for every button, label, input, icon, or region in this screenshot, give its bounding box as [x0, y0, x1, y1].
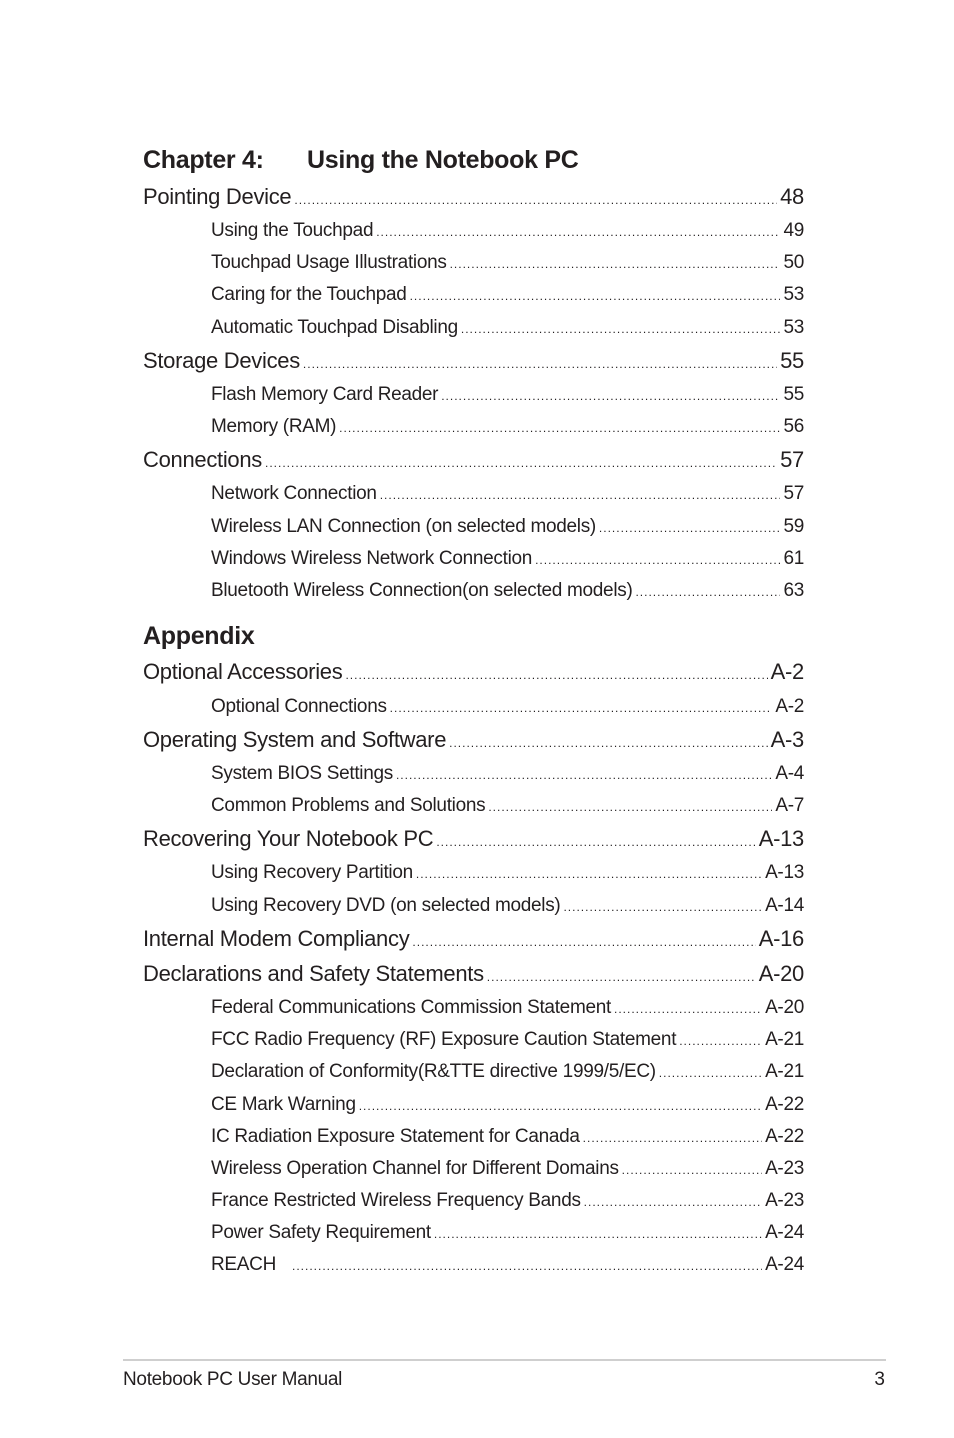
toc-entry-title: Connections: [143, 447, 262, 472]
dot-leader: [584, 1195, 762, 1209]
toc-entry-page: 61: [783, 548, 804, 569]
toc-entry-page: 55: [783, 384, 804, 405]
toc-entry-title: Declaration of Conformity(R&TTE directive 1999/5/EC): [211, 1061, 656, 1082]
footer-page-number: 3: [874, 1369, 885, 1390]
dot-leader: [599, 521, 781, 535]
dot-leader: [441, 389, 780, 403]
toc-entry-reach[interactable]: [211, 1254, 804, 1280]
toc-entry-using-touchpad[interactable]: [211, 220, 804, 246]
toc-entry-windows-wireless[interactable]: [211, 548, 804, 574]
dot-leader: [436, 835, 755, 849]
toc-entry-title: CE Mark Warning: [211, 1094, 356, 1115]
toc-entry-page: 57: [783, 483, 804, 504]
toc-entry-os-software[interactable]: [143, 727, 804, 757]
toc-entry-title: Wireless LAN Connection (on selected models): [211, 516, 596, 537]
toc-entry-page: 59: [783, 516, 804, 537]
toc-entry-title: REACH: [211, 1254, 277, 1275]
dot-leader: [376, 225, 780, 239]
toc-entry-title: Memory (RAM): [211, 416, 337, 437]
toc-entry-title: France Restricted Wireless Frequency Bands: [211, 1190, 581, 1211]
dot-leader: [614, 1002, 762, 1016]
toc-entry-title: Network Connection: [211, 483, 377, 504]
toc-entry-title: System BIOS Settings: [211, 763, 393, 784]
toc-entry-title: Common Problems and Solutions: [211, 795, 486, 816]
dot-leader: [434, 1227, 762, 1241]
chapter-title: Using the Notebook PC: [307, 146, 579, 174]
toc-entry-page: 49: [783, 220, 804, 241]
toc-entry-recovery-partition[interactable]: [211, 862, 804, 888]
dot-leader: [535, 553, 780, 567]
toc-entry-title: Optional Accessories: [143, 659, 343, 684]
toc-entry-title: Touchpad Usage Illustrations: [211, 252, 447, 273]
toc-entry-ic-radiation[interactable]: [211, 1126, 804, 1152]
dot-leader: [488, 800, 772, 814]
toc-entry-title: Caring for the Touchpad: [211, 284, 407, 305]
toc-entry-title: Storage Devices: [143, 348, 300, 373]
dot-leader: [359, 1099, 762, 1113]
toc-entry-title: FCC Radio Frequency (RF) Exposure Caution Statement: [211, 1029, 677, 1050]
toc-entry-page: 55: [780, 348, 804, 373]
toc-entry-page: A-20: [758, 961, 804, 986]
dot-leader: [583, 1131, 762, 1145]
toc-entry-page: A-20: [765, 997, 804, 1018]
dot-leader: [635, 585, 780, 599]
dot-leader: [292, 1259, 762, 1273]
toc-entry-page: A-24: [765, 1254, 804, 1275]
toc-entry-title: Federal Communications Commission Statement: [211, 997, 611, 1018]
toc-entry-wireless-channel[interactable]: [211, 1158, 804, 1184]
toc-entry-title: Declarations and Safety Statements: [143, 961, 484, 986]
toc-entry-power-safety[interactable]: [211, 1222, 804, 1248]
toc-entry-title: Using Recovery DVD (on selected models): [211, 895, 561, 916]
dot-leader: [416, 867, 762, 881]
toc-entry-wireless-lan[interactable]: [211, 516, 804, 542]
toc-entry-page: A-22: [765, 1094, 804, 1115]
toc-entry-common-problems[interactable]: [211, 795, 804, 821]
dot-leader: [410, 289, 781, 303]
toc-entry-page: A-13: [765, 862, 804, 883]
toc-entry-fcc-statement[interactable]: [211, 997, 804, 1023]
toc-entry-title: Operating System and Software: [143, 727, 447, 752]
toc-entry-title: Internal Modem Compliancy: [143, 926, 410, 951]
toc-entry-page: A-14: [765, 895, 804, 916]
toc-entry-connections[interactable]: [143, 447, 804, 477]
dot-leader: [390, 701, 773, 715]
footer-divider: [123, 1359, 886, 1361]
toc-entry-title: Bluetooth Wireless Connection(on selected models): [211, 580, 633, 601]
toc-entry-optional-accessories[interactable]: [143, 659, 804, 689]
dot-leader: [563, 900, 762, 914]
dot-leader: [303, 357, 777, 371]
toc-entry-page: A-13: [758, 826, 804, 851]
toc-entry-page: 48: [780, 184, 804, 209]
toc-entry-recovering-pc[interactable]: [143, 826, 804, 856]
toc-entry-page: A-4: [775, 763, 804, 784]
dot-leader: [449, 736, 768, 750]
toc-entry-page: A-16: [758, 926, 804, 951]
toc-entry-declaration-conformity[interactable]: [211, 1061, 804, 1087]
dot-leader: [396, 768, 772, 782]
dot-leader: [679, 1034, 762, 1048]
dot-leader: [487, 970, 756, 984]
chapter-heading: [143, 146, 578, 175]
dot-leader: [659, 1066, 762, 1080]
toc-entry-title: Windows Wireless Network Connection: [211, 548, 533, 569]
toc-entry-optional-connections[interactable]: [211, 696, 804, 722]
toc-entry-page: A-21: [765, 1061, 804, 1082]
toc-entry-title: Wireless Operation Channel for Different Domains: [211, 1158, 619, 1179]
toc-entry-page: A-23: [765, 1190, 804, 1211]
dot-leader: [450, 257, 781, 271]
toc-entry-pointing-device[interactable]: [143, 184, 804, 214]
appendix-heading: Appendix: [143, 622, 255, 650]
toc-entry-caring-touchpad[interactable]: [211, 284, 804, 310]
toc-entry-page: 56: [783, 416, 804, 437]
toc-entry-title: Automatic Touchpad Disabling: [211, 317, 458, 338]
toc-entry-page: 63: [783, 580, 804, 601]
toc-entry-storage-devices[interactable]: [143, 348, 804, 378]
toc-entry-title: Optional Connections: [211, 696, 387, 717]
dot-leader: [461, 322, 781, 336]
toc-entry-touchpad-illustrations[interactable]: [211, 252, 804, 278]
dot-leader: [622, 1163, 762, 1177]
toc-entry-page: A-21: [765, 1029, 804, 1050]
toc-entry-title: Pointing Device: [143, 184, 292, 209]
toc-entry-flash-card-reader[interactable]: [211, 384, 804, 410]
dot-leader: [380, 488, 781, 502]
toc-entry-fcc-rf-exposure[interactable]: [211, 1029, 804, 1055]
toc-entry-title: Using Recovery Partition: [211, 862, 413, 883]
dot-leader: [339, 421, 780, 435]
toc-entry-page: A-2: [770, 659, 804, 684]
toc-entry-france-restricted[interactable]: [211, 1190, 804, 1216]
toc-entry-bios-settings[interactable]: [211, 763, 804, 789]
toc-entry-page: A-7: [775, 795, 804, 816]
toc-entry-title: Using the Touchpad: [211, 220, 374, 241]
toc-entry-page: A-22: [765, 1126, 804, 1147]
footer-manual-title: Notebook PC User Manual: [123, 1369, 343, 1390]
toc-entry-page: A-3: [770, 727, 804, 752]
toc-entry-recovery-dvd[interactable]: [211, 895, 804, 921]
toc-entry-page: A-24: [765, 1222, 804, 1243]
toc-entry-declarations-safety[interactable]: [143, 961, 804, 991]
toc-entry-memory-ram[interactable]: [211, 416, 804, 442]
dot-leader: [412, 935, 755, 949]
toc-entry-page: 53: [783, 317, 804, 338]
toc-entry-title: Recovering Your Notebook PC: [143, 826, 434, 851]
dot-leader: [345, 668, 767, 682]
toc-entry-ce-mark[interactable]: [211, 1094, 804, 1120]
dot-leader: [294, 193, 777, 207]
toc-entry-bluetooth[interactable]: [211, 580, 804, 606]
toc-entry-modem-compliancy[interactable]: [143, 926, 804, 956]
toc-entry-title: IC Radiation Exposure Statement for Canada: [211, 1126, 580, 1147]
dot-leader: [265, 456, 777, 470]
toc-entry-title: Flash Memory Card Reader: [211, 384, 439, 405]
toc-entry-page: 57: [780, 447, 804, 472]
toc-entry-network-connection[interactable]: [211, 483, 804, 509]
toc-entry-page: A-2: [775, 696, 804, 717]
toc-entry-page: 53: [783, 284, 804, 305]
toc-entry-title: Power Safety Requirement: [211, 1222, 431, 1243]
toc-entry-page: A-23: [765, 1158, 804, 1179]
toc-entry-page: 50: [783, 252, 804, 273]
toc-entry-touchpad-disabling[interactable]: [211, 317, 804, 343]
chapter-number: Chapter 4:: [143, 146, 264, 174]
